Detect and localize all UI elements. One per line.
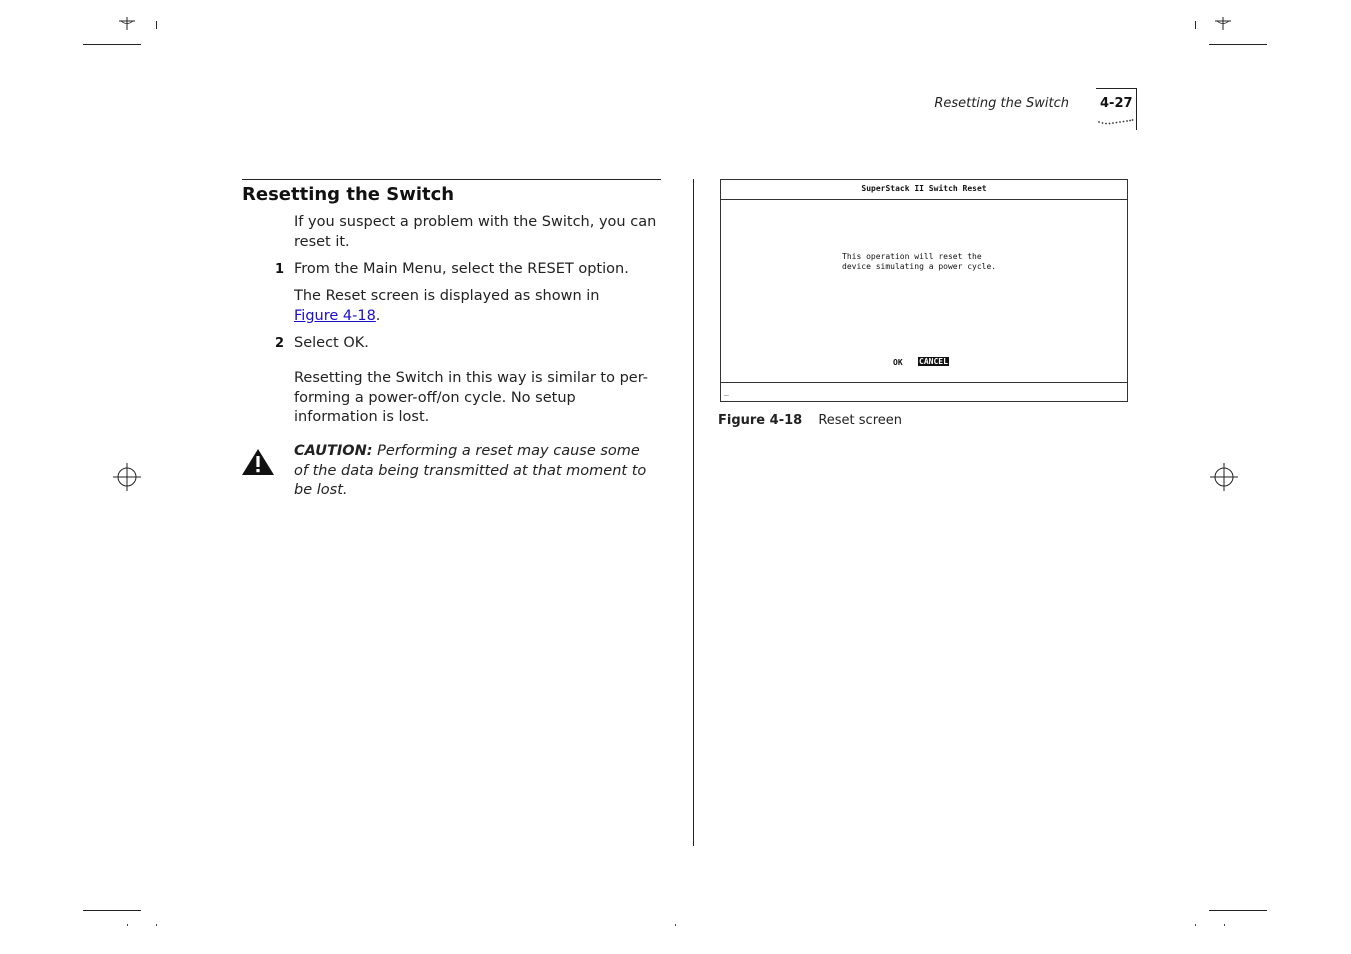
step-number-1: 1 (275, 262, 285, 277)
crop-tick (675, 924, 676, 926)
caution-note (294, 442, 658, 501)
reset-screen-figure (720, 179, 1128, 402)
terminal-status-separator (721, 382, 1127, 383)
crop-tick (1195, 924, 1196, 926)
crop-mark-bottom-right-h (1209, 910, 1267, 911)
section-rule (242, 179, 661, 180)
crop-mark-bottom-left-h (83, 910, 141, 911)
crop-mark-top-right-v (1195, 21, 1196, 29)
terminal-message-line-1: This operation will reset the (842, 252, 982, 261)
crop-target-top-right-icon (1214, 17, 1232, 31)
figure-caption (718, 413, 902, 428)
dotted-ornament-icon (1098, 116, 1134, 126)
figure-caption-text: Reset screen (818, 413, 902, 428)
column-divider (693, 179, 694, 846)
figure-link[interactable]: Figure 4-18 (294, 307, 376, 324)
crop-tick (156, 924, 157, 926)
terminal-cancel-button[interactable]: CANCEL (919, 357, 948, 366)
terminal-cursor: _ (724, 387, 729, 396)
warning-triangle-icon (241, 448, 275, 476)
crop-mark-top-left-v (156, 21, 157, 29)
crop-mark-top-right-h (1209, 44, 1267, 45)
step-number-2: 2 (275, 336, 285, 351)
step-1-note (294, 287, 658, 326)
terminal-message-line-2: device simulating a power cycle. (842, 262, 997, 271)
step-text-2: Select OK. (294, 335, 369, 351)
page-number-box-top (1096, 88, 1137, 89)
terminal-message (842, 252, 996, 272)
step-1-note-suffix: . (375, 307, 381, 324)
figure-caption-label: Figure 4-18 (718, 413, 803, 428)
crosshair-registration-left-icon (113, 463, 141, 491)
intro-paragraph: If you suspect a problem with the Switch, you can reset it. (294, 214, 657, 250)
step-1-note-prefix: The Reset screen is displayed as shown in (294, 288, 600, 304)
page-number-box-side (1136, 88, 1137, 130)
page-number: 4-27 (1100, 96, 1133, 111)
section-heading: Resetting the Switch (242, 184, 455, 205)
running-header-title: Resetting the Switch (934, 96, 1069, 111)
crop-tick (127, 924, 128, 926)
after-steps-paragraph: Resetting the Switch in this way is similar to per-forming a power-off/on cycle. No setup information is lost. (294, 370, 648, 425)
caution-text: Performing a reset may cause some of the data being transmitted at that moment to be lost. (294, 443, 647, 498)
crop-target-top-left-icon (118, 17, 136, 31)
step-text-1: From the Main Menu, select the RESET option. (294, 261, 629, 277)
crop-tick (1224, 924, 1225, 926)
caution-label: CAUTION: (294, 443, 373, 459)
terminal-title-separator (721, 199, 1127, 200)
terminal-title: SuperStack II Switch Reset (861, 184, 987, 193)
crosshair-registration-right-icon (1210, 463, 1238, 491)
terminal-ok-button[interactable]: OK (893, 358, 903, 367)
crop-mark-top-left-h (83, 44, 141, 45)
